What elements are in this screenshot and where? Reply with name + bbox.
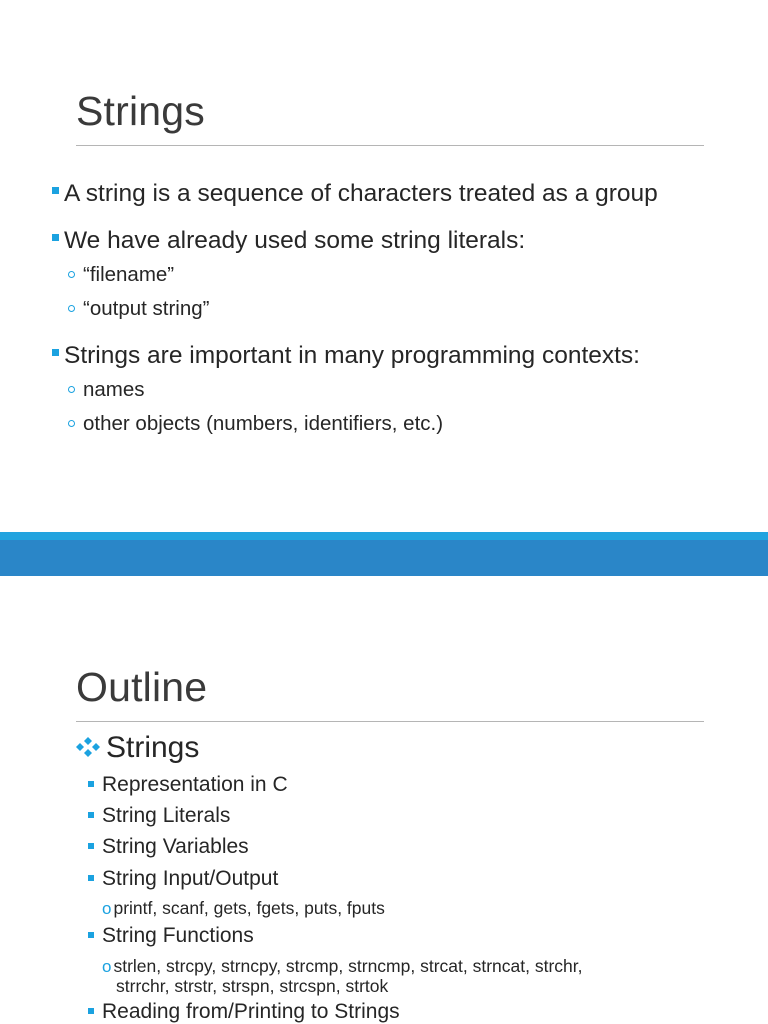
square-bullet-icon: [52, 187, 59, 194]
circle-bullet-icon: o: [102, 957, 112, 976]
square-bullet-icon: [52, 349, 59, 356]
bullet-text: We have already used some string literals:: [64, 227, 526, 254]
outline-main-item: [74, 731, 199, 765]
bullet-item: [52, 342, 640, 370]
outline-sub-item: [88, 1000, 400, 1024]
outline-detail-text: printf, scanf, gets, fgets, puts, fputs: [113, 898, 385, 918]
square-bullet-icon: [88, 843, 94, 849]
square-bullet-icon: [52, 234, 59, 241]
square-bullet-icon: [88, 875, 94, 881]
circle-bullet-icon: o: [102, 899, 112, 918]
square-bullet-icon: [88, 1008, 94, 1014]
outline-sub-item: [88, 773, 288, 797]
title-divider: [76, 145, 704, 146]
circle-bullet-icon: [68, 386, 75, 393]
circle-bullet-icon: [68, 305, 75, 312]
sub-bullet-item: [68, 378, 145, 402]
outline-sub-text: Representation in C: [102, 773, 288, 796]
square-bullet-icon: [88, 781, 94, 787]
diamond-bullet-icon: [74, 736, 102, 758]
outline-sub-text: String Variables: [102, 835, 249, 858]
sub-bullet-item: [68, 412, 443, 436]
outline-detail-continuation: [102, 976, 388, 996]
outline-detail-item: [102, 956, 583, 977]
outline-detail-item: [102, 898, 385, 919]
circle-bullet-icon: [68, 420, 75, 427]
bullet-text: A string is a sequence of characters treated as a group: [64, 180, 658, 207]
slide-title: Outline: [76, 664, 208, 710]
bullet-item: [52, 180, 658, 208]
sub-bullet-item: [68, 297, 209, 321]
sub-bullet-text: “filename”: [83, 263, 175, 286]
outline-sub-item: [88, 867, 278, 891]
sub-bullet-item: [68, 263, 174, 287]
slide-title: Strings: [76, 88, 206, 134]
outline-sub-item: [88, 835, 249, 859]
outline-sub-item: [88, 924, 254, 948]
square-bullet-icon: [88, 812, 94, 818]
sub-bullet-text: “output string”: [83, 297, 210, 320]
title-divider: [76, 721, 704, 722]
sub-bullet-text: other objects (numbers, identifiers, etc.): [83, 412, 444, 435]
square-bullet-icon: [88, 932, 94, 938]
outline-detail-text: strrchr, strstr, strspn, strcspn, strtok: [116, 976, 389, 996]
bullet-item: [52, 227, 525, 255]
outline-sub-text: Reading from/Printing to Strings: [102, 1000, 400, 1023]
outline-main-text: Strings: [106, 731, 200, 764]
slide-separator-highlight: [0, 532, 768, 540]
sub-bullet-text: names: [83, 378, 145, 401]
bullet-text: Strings are important in many programming contexts:: [64, 342, 640, 369]
circle-bullet-icon: [68, 271, 75, 278]
outline-sub-text: String Functions: [102, 924, 254, 947]
outline-sub-text: String Literals: [102, 804, 231, 827]
outline-sub-text: String Input/Output: [102, 867, 279, 890]
outline-detail-text: strlen, strcpy, strncpy, strcmp, strncmp, strcat, strncat, strchr,: [113, 956, 583, 976]
outline-sub-item: [88, 804, 230, 828]
slide-outline: [0, 576, 768, 1024]
